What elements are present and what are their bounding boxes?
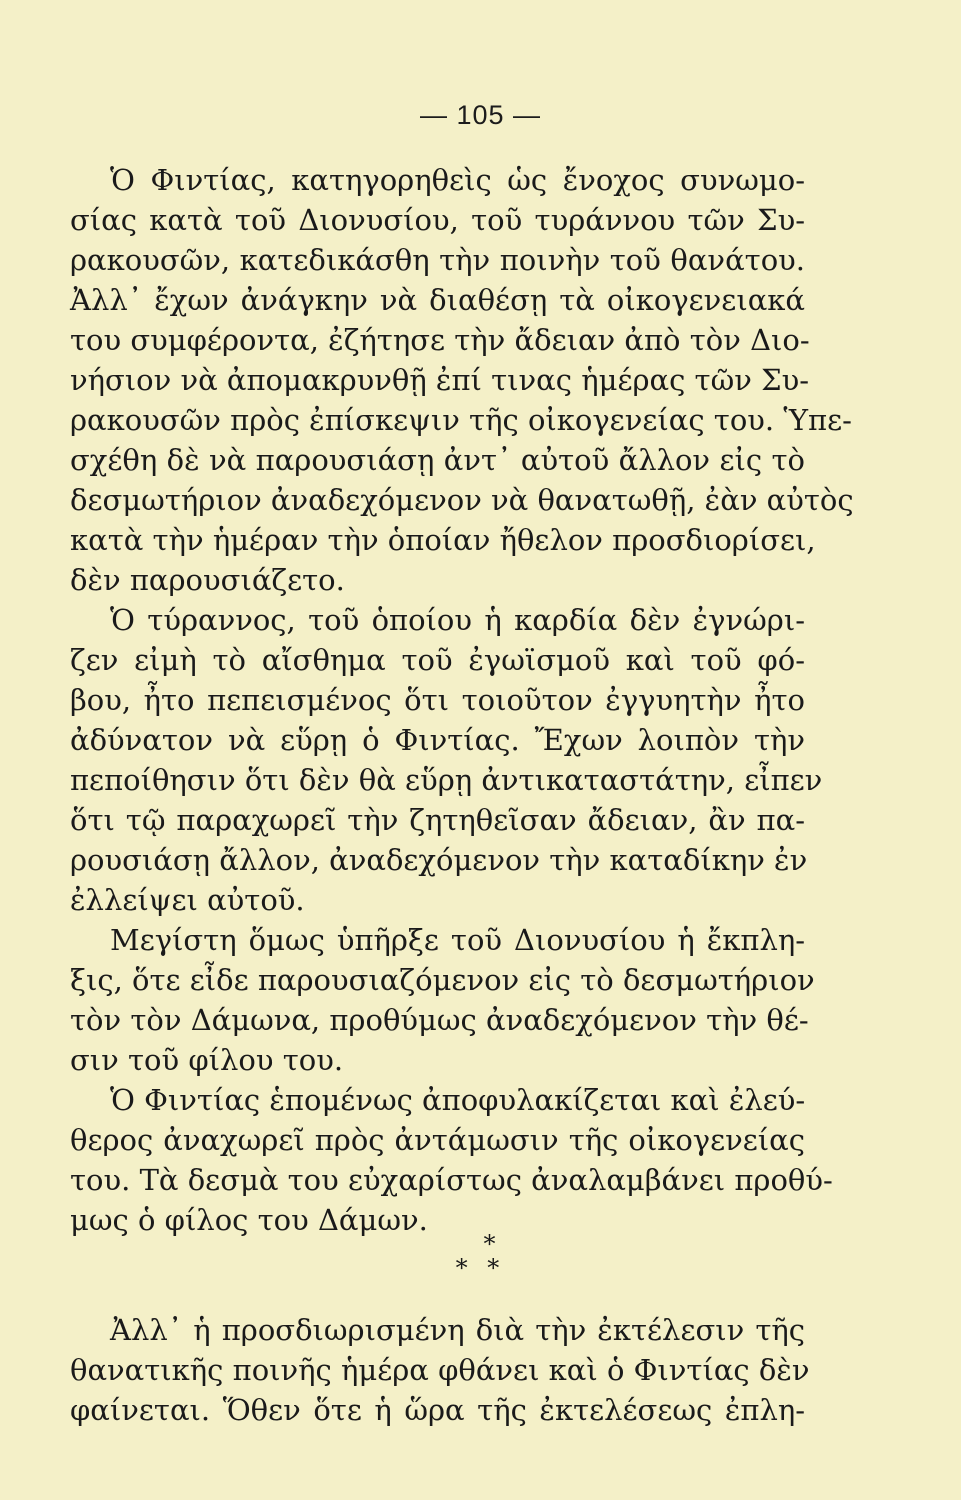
text-line: σιν τοῦ φίλου του. xyxy=(70,1043,344,1077)
text-line: μως ὁ φίλος του Δάμων. xyxy=(70,1203,428,1237)
paragraph-3 xyxy=(70,920,815,1080)
text-line: του συμφέροντα, ἐζήτησε τὴν ἄδειαν ἀπὸ τὸν Διο- xyxy=(70,323,810,357)
text-line: Μεγίστη ὅμως ὑπῆρξε τοῦ Διονυσίου ἡ ἔκπλη- xyxy=(110,923,805,957)
text-line: δὲν παρουσιάζετο. xyxy=(70,563,345,597)
text-line: Ὁ Φιντίας ἑπομένως ἀποφυλακίζεται καὶ ἐλεύ- xyxy=(110,1083,806,1117)
text-line: θανατικῆς ποινῆς ἡμέρα φθάνει καὶ ὁ Φιντίας δὲν xyxy=(70,1353,810,1387)
text-line: ζεν εἰμὴ τὸ αἴσθημα τοῦ ἐγωϊσμοῦ καὶ τοῦ φό- xyxy=(70,643,805,677)
text-line: κατὰ τὴν ἡμέραν τὴν ὁποίαν ἤθελον προσδιορίσει, xyxy=(70,523,816,557)
paragraph-4 xyxy=(70,1080,833,1240)
text-line: του. Τὰ δεσμὰ του εὐχαρίστως ἀναλαμβάνει προθύ- xyxy=(70,1163,833,1197)
asterisk-row-bottom: * * xyxy=(455,1254,506,1282)
text-line: βου, ἦτο πεπεισμένος ὅτι τοιοῦτον ἐγγυητὴν ἦτο xyxy=(70,683,805,717)
continuation-text xyxy=(70,1310,810,1430)
text-line: θερος ἀναχωρεῖ πρὸς ἀντάμωσιν τῆς οἰκογενείας xyxy=(70,1123,805,1157)
text-line: σχέθη δὲ νὰ παρουσιάσῃ ἀντ᾽ αὐτοῦ ἄλλον εἰς τὸ xyxy=(70,443,805,477)
text-line: Ἀλλ᾽ ἔχων ἀνάγκην νὰ διαθέσῃ τὰ οἰκογενειακά xyxy=(70,283,805,317)
text-line: ἐλλείψει αὐτοῦ. xyxy=(70,883,305,917)
main-text xyxy=(70,160,854,1240)
text-line: φαίνεται. Ὅθεν ὅτε ἡ ὥρα τῆς ἐκτελέσεως ἐπλη- xyxy=(70,1393,805,1427)
asterisk-row-top: * xyxy=(483,1230,496,1258)
section-divider-asterisks xyxy=(0,1232,961,1280)
paragraph-5 xyxy=(70,1310,810,1430)
text-line: Ὁ τύραννος, τοῦ ὁποίου ἡ καρδία δὲν ἐγνώρι- xyxy=(110,603,805,637)
text-line: Ἀλλ᾽ ἡ προσδιωρισμένη διὰ τὴν ἐκτέλεσιν τῆς xyxy=(110,1313,805,1347)
text-line: τὸν τὸν Δάμωνα, προθύμως ἀναδεχόμενον τὴν θέ- xyxy=(70,1003,809,1037)
text-line: σίας κατὰ τοῦ Διονυσίου, τοῦ τυράννου τῶν Συ- xyxy=(70,203,805,237)
text-line: ξις, ὅτε εἶδε παρουσιαζόμενον εἰς τὸ δεσμωτήριον xyxy=(70,963,815,997)
text-line: ρουσιάσῃ ἄλλον, ἀναδεχόμενον τὴν καταδίκην ἐν xyxy=(70,843,808,877)
text-line: νήσιον νὰ ἀπομακρυνθῇ ἐπί τινας ἡμέρας τῶν Συ- xyxy=(70,363,810,397)
text-line: πεποίθησιν ὅτι δὲν θὰ εὕρῃ ἀντικαταστάτην, εἶπεν xyxy=(70,763,823,797)
text-line: ρακουσῶν πρὸς ἐπίσκεψιν τῆς οἰκογενείας του. Ὑπε- xyxy=(70,403,852,437)
text-line: δεσμωτήριον ἀναδεχόμενον νὰ θανατωθῇ, ἐὰν αὐτὸς xyxy=(70,483,854,517)
paragraph-1 xyxy=(70,160,854,600)
text-line: ὅτι τῷ παραχωρεῖ τὴν ζητηθεῖσαν ἄδειαν, ἂν πα- xyxy=(70,803,805,837)
text-line: ἀδύνατον νὰ εὕρῃ ὁ Φιντίας. Ἔχων λοιπὸν τὴν xyxy=(70,723,805,757)
paragraph-2 xyxy=(70,600,823,920)
text-line: Ὁ Φιντίας, κατηγορηθεὶς ὡς ἔνοχος συνωμο- xyxy=(110,163,805,197)
page-number: — 105 — xyxy=(419,100,542,130)
text-line: ρακουσῶν, κατεδικάσθη τὴν ποινὴν τοῦ θανάτου. xyxy=(70,243,805,277)
